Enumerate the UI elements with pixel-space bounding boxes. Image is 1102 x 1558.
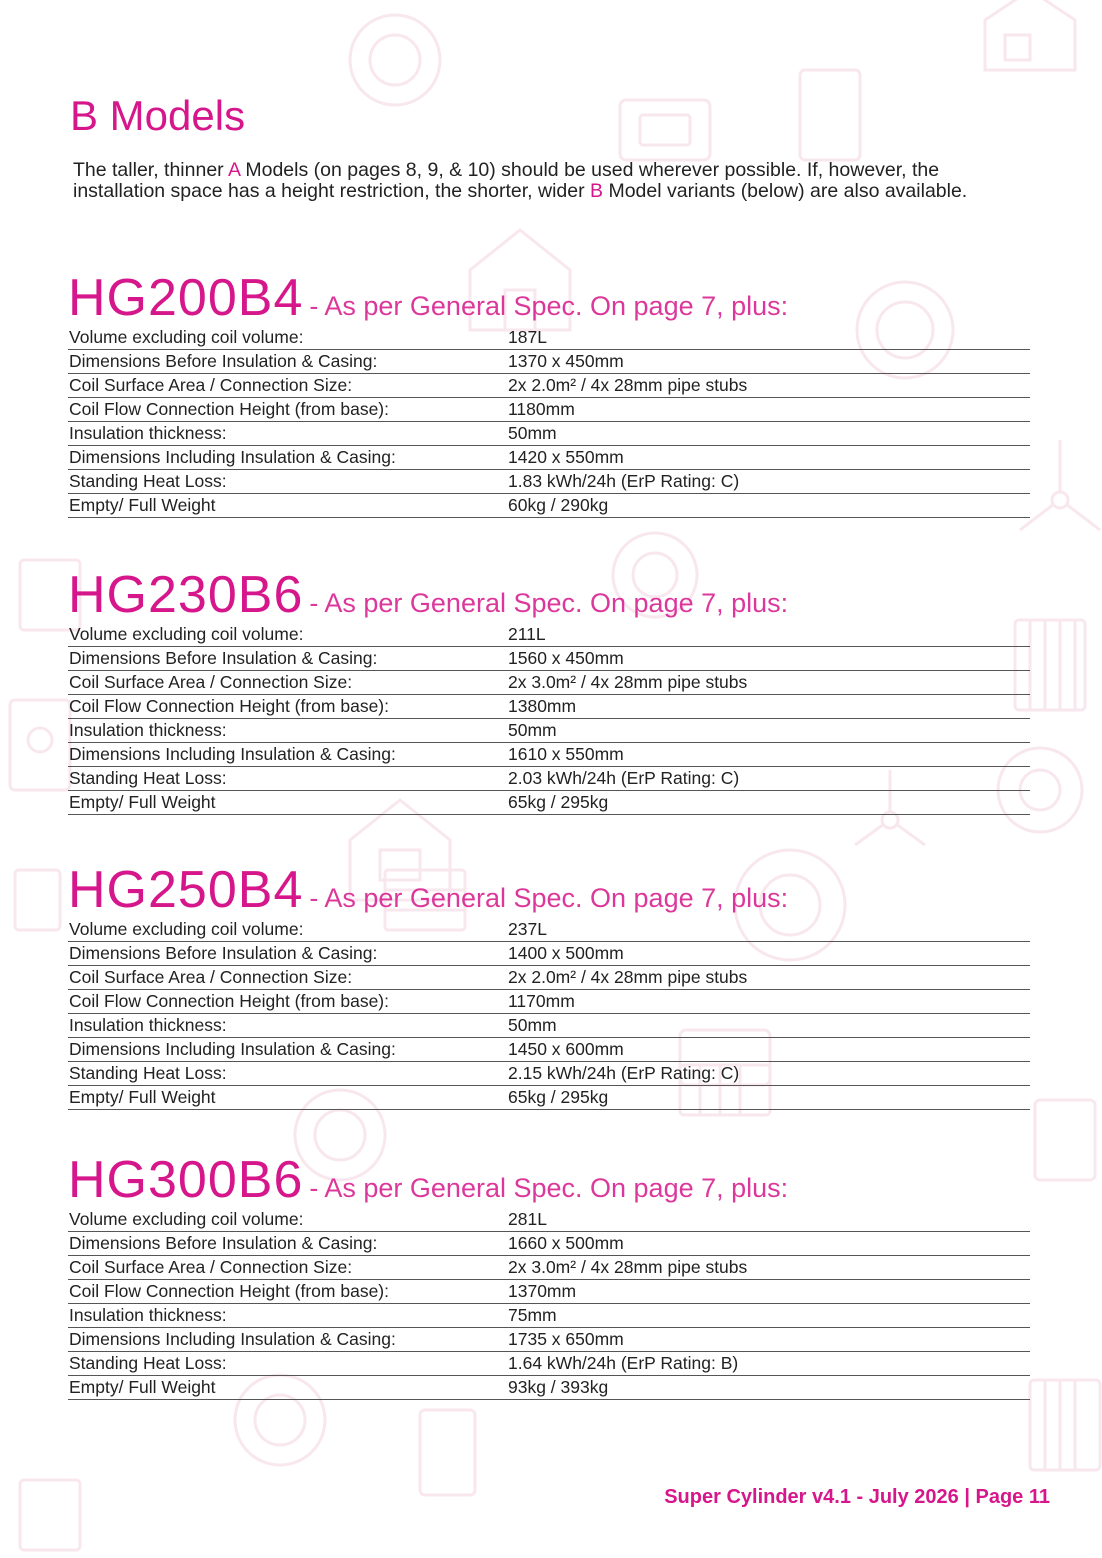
model-heading xyxy=(68,567,1030,623)
model-heading-suffix: - As per General Spec. On page 7, plus: xyxy=(309,1173,789,1203)
spec-label: Insulation thickness: xyxy=(68,422,507,446)
spec-value: 1420 x 550mm xyxy=(507,446,1030,470)
intro-highlight-a: A xyxy=(228,159,240,181)
table-row xyxy=(68,1256,1030,1280)
spec-label: Coil Flow Connection Height (from base): xyxy=(68,695,507,719)
model-heading xyxy=(68,270,1030,326)
spec-value: 1.64 kWh/24h (ErP Rating: B) xyxy=(507,1352,1030,1376)
model-heading-suffix: - As per General Spec. On page 7, plus: xyxy=(309,291,789,321)
spec-value: 1560 x 450mm xyxy=(507,647,1030,671)
spec-value: 50mm xyxy=(507,422,1030,446)
table-row xyxy=(68,1062,1030,1086)
spec-value: 65kg / 295kg xyxy=(507,791,1030,815)
table-row xyxy=(68,1304,1030,1328)
spec-label: Volume excluding coil volume: xyxy=(68,1208,507,1232)
intro-paragraph xyxy=(73,160,1033,202)
spec-label: Coil Surface Area / Connection Size: xyxy=(68,671,507,695)
spec-label: Dimensions Before Insulation & Casing: xyxy=(68,942,507,966)
spec-table xyxy=(68,1208,1030,1400)
table-row xyxy=(68,422,1030,446)
spec-value: 1400 x 500mm xyxy=(507,942,1030,966)
spec-label: Coil Flow Connection Height (from base): xyxy=(68,1280,507,1304)
spec-label: Coil Surface Area / Connection Size: xyxy=(68,966,507,990)
spec-label: Standing Heat Loss: xyxy=(68,1352,507,1376)
spec-value: 237L xyxy=(507,918,1030,942)
spec-value: 60kg / 290kg xyxy=(507,494,1030,518)
spec-value: 2x 2.0m² / 4x 28mm pipe stubs xyxy=(507,966,1030,990)
model-code: HG230B6 xyxy=(68,566,304,624)
spec-value: 1180mm xyxy=(507,398,1030,422)
table-row xyxy=(68,446,1030,470)
spec-label: Dimensions Before Insulation & Casing: xyxy=(68,350,507,374)
model-code: HG250B4 xyxy=(68,861,304,919)
spec-value: 1735 x 650mm xyxy=(507,1328,1030,1352)
spec-table xyxy=(68,623,1030,815)
table-row xyxy=(68,671,1030,695)
model-heading-suffix: - As per General Spec. On page 7, plus: xyxy=(309,588,789,618)
table-row xyxy=(68,350,1030,374)
model-code: HG200B4 xyxy=(68,269,304,327)
table-row xyxy=(68,918,1030,942)
table-row xyxy=(68,647,1030,671)
spec-value: 2.15 kWh/24h (ErP Rating: C) xyxy=(507,1062,1030,1086)
table-row xyxy=(68,494,1030,518)
spec-label: Dimensions Including Insulation & Casing: xyxy=(68,743,507,767)
table-row xyxy=(68,990,1030,1014)
table-row xyxy=(68,1352,1030,1376)
table-row xyxy=(68,326,1030,350)
model-section-hg250b4 xyxy=(68,862,1030,1110)
spec-label: Insulation thickness: xyxy=(68,719,507,743)
spec-label: Coil Flow Connection Height (from base): xyxy=(68,990,507,1014)
intro-highlight-b: B xyxy=(590,180,604,202)
table-row xyxy=(68,374,1030,398)
page-title: B Models xyxy=(70,92,246,139)
spec-value: 1170mm xyxy=(507,990,1030,1014)
spec-label: Empty/ Full Weight xyxy=(68,1376,507,1400)
spec-value: 1370mm xyxy=(507,1280,1030,1304)
spec-label: Dimensions Before Insulation & Casing: xyxy=(68,647,507,671)
spec-value: 2x 3.0m² / 4x 28mm pipe stubs xyxy=(507,1256,1030,1280)
table-row xyxy=(68,1232,1030,1256)
spec-value: 2x 2.0m² / 4x 28mm pipe stubs xyxy=(507,374,1030,398)
spec-value: 2.03 kWh/24h (ErP Rating: C) xyxy=(507,767,1030,791)
spec-label: Standing Heat Loss: xyxy=(68,470,507,494)
model-heading-suffix: - As per General Spec. On page 7, plus: xyxy=(309,883,789,913)
intro-text-1: The taller, thinner xyxy=(73,159,229,181)
table-row xyxy=(68,1280,1030,1304)
table-row xyxy=(68,719,1030,743)
spec-value: 75mm xyxy=(507,1304,1030,1328)
spec-label: Volume excluding coil volume: xyxy=(68,918,507,942)
table-row xyxy=(68,1208,1030,1232)
model-code: HG300B6 xyxy=(68,1151,304,1209)
table-row xyxy=(68,1328,1030,1352)
table-row xyxy=(68,1038,1030,1062)
table-row xyxy=(68,966,1030,990)
spec-label: Coil Surface Area / Connection Size: xyxy=(68,374,507,398)
table-row xyxy=(68,398,1030,422)
spec-value: 1660 x 500mm xyxy=(507,1232,1030,1256)
spec-value: 1380mm xyxy=(507,695,1030,719)
model-section-hg200b4 xyxy=(68,270,1030,518)
spec-table xyxy=(68,918,1030,1110)
table-row xyxy=(68,791,1030,815)
spec-value: 1610 x 550mm xyxy=(507,743,1030,767)
table-row xyxy=(68,1014,1030,1038)
spec-value: 1370 x 450mm xyxy=(507,350,1030,374)
spec-table xyxy=(68,326,1030,518)
intro-text-2: Models (on pages 8, 9, & 10) should be used wherever possible. If, however, the installation space has a height restriction, the shorter, wider xyxy=(73,159,940,202)
spec-value: 93kg / 393kg xyxy=(507,1376,1030,1400)
spec-label: Insulation thickness: xyxy=(68,1014,507,1038)
page-footer: Super Cylinder v4.1 - July 2026 | Page 11 xyxy=(664,1486,1050,1508)
spec-label: Insulation thickness: xyxy=(68,1304,507,1328)
model-heading xyxy=(68,862,1030,918)
table-row xyxy=(68,470,1030,494)
spec-label: Empty/ Full Weight xyxy=(68,494,507,518)
spec-label: Volume excluding coil volume: xyxy=(68,326,507,350)
spec-label: Dimensions Including Insulation & Casing: xyxy=(68,446,507,470)
spec-value: 50mm xyxy=(507,1014,1030,1038)
table-row xyxy=(68,767,1030,791)
spec-label: Coil Flow Connection Height (from base): xyxy=(68,398,507,422)
table-row xyxy=(68,743,1030,767)
spec-value: 1450 x 600mm xyxy=(507,1038,1030,1062)
spec-label: Dimensions Including Insulation & Casing: xyxy=(68,1038,507,1062)
table-row xyxy=(68,695,1030,719)
spec-value: 1.83 kWh/24h (ErP Rating: C) xyxy=(507,470,1030,494)
model-section-hg230b6 xyxy=(68,567,1030,815)
spec-value: 281L xyxy=(507,1208,1030,1232)
model-section-hg300b6 xyxy=(68,1152,1030,1400)
spec-value: 2x 3.0m² / 4x 28mm pipe stubs xyxy=(507,671,1030,695)
spec-label: Standing Heat Loss: xyxy=(68,1062,507,1086)
spec-value: 187L xyxy=(507,326,1030,350)
spec-label: Empty/ Full Weight xyxy=(68,1086,507,1110)
spec-label: Dimensions Before Insulation & Casing: xyxy=(68,1232,507,1256)
spec-label: Volume excluding coil volume: xyxy=(68,623,507,647)
table-row xyxy=(68,1086,1030,1110)
table-row xyxy=(68,942,1030,966)
table-row xyxy=(68,623,1030,647)
intro-text-3: Model variants (below) are also available. xyxy=(603,180,968,202)
spec-label: Coil Surface Area / Connection Size: xyxy=(68,1256,507,1280)
spec-label: Standing Heat Loss: xyxy=(68,767,507,791)
spec-label: Empty/ Full Weight xyxy=(68,791,507,815)
spec-value: 211L xyxy=(507,623,1030,647)
spec-value: 65kg / 295kg xyxy=(507,1086,1030,1110)
spec-value: 50mm xyxy=(507,719,1030,743)
model-heading xyxy=(68,1152,1030,1208)
spec-label: Dimensions Including Insulation & Casing: xyxy=(68,1328,507,1352)
table-row xyxy=(68,1376,1030,1400)
